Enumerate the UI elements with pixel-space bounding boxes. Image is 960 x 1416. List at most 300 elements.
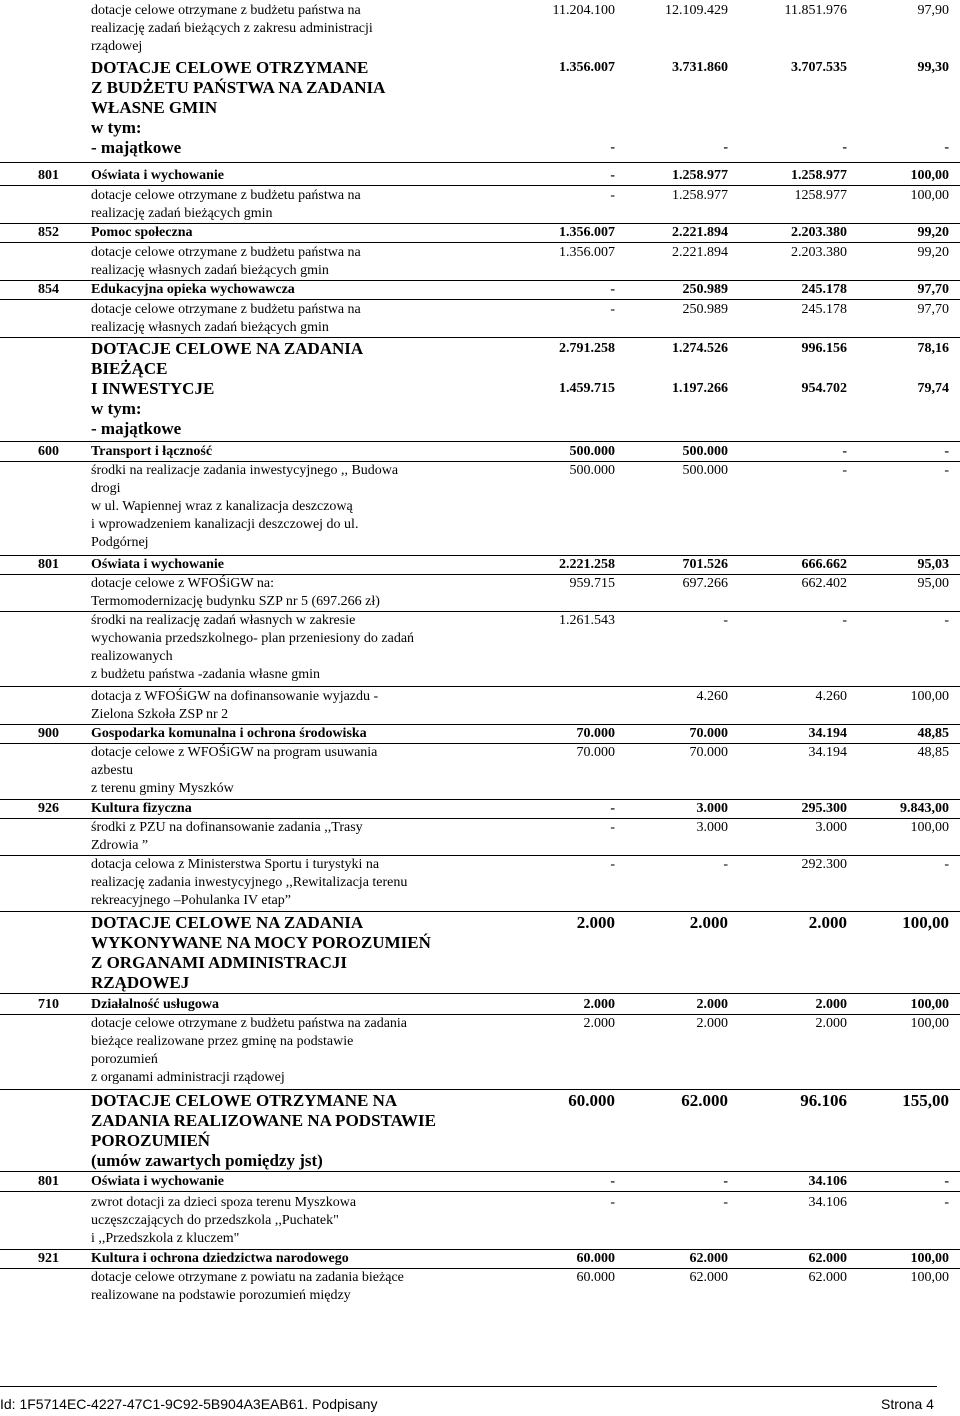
value-line: 96.106 (800, 1091, 847, 1110)
value-line: 996.156 (801, 341, 847, 356)
value-line: 79,74 (917, 381, 949, 396)
value-line: 1.258.977 (672, 188, 728, 203)
execution-value (735, 1173, 847, 1191)
percent-value (852, 1015, 949, 1033)
value-line: 4.260 (696, 689, 728, 704)
description-line: POROZUMIEŃ (91, 1131, 210, 1150)
value-line (510, 688, 615, 706)
value-line (620, 78, 728, 98)
plan-value (510, 281, 615, 299)
value-line: 292.300 (801, 857, 847, 872)
value-line: 1.197.266 (672, 381, 728, 396)
description-line: BIEŻĄCE (91, 359, 168, 378)
description-line: środki na realizację zadań własnych w zakresie (91, 613, 356, 628)
value-line: - (723, 613, 728, 628)
footer-divider (0, 1386, 937, 1387)
table-row (0, 301, 960, 338)
row-description (91, 612, 531, 684)
description-line: w tym: (91, 399, 142, 418)
description-line: realizację zadania inwestycyjnego ,,Rewitalizacja terenu (91, 875, 408, 890)
plan-value (510, 1173, 615, 1191)
description-line: z budżetu państwa -zadania własne gmin (91, 667, 320, 682)
description-line: WYKONYWANE NA MOCY POROZUMIEŃ (91, 933, 431, 952)
description-line: porozumień (91, 1052, 158, 1067)
plan-value (510, 224, 615, 242)
table-row (0, 1194, 960, 1250)
value-line: 97,70 (917, 302, 949, 317)
plan-after-changes-value (620, 725, 728, 743)
description-line: azbestu (91, 763, 133, 778)
percent-value (852, 1250, 949, 1268)
plan-value (510, 725, 615, 743)
percent-value (852, 224, 949, 242)
plan-after-changes-value (620, 556, 728, 574)
description-line: - majątkowe (91, 419, 182, 438)
plan-value (510, 688, 615, 706)
description-line: DOTACJE CELOWE NA ZADANIA (91, 913, 364, 932)
row-description (91, 443, 531, 461)
value-line: 12.109.429 (665, 3, 728, 18)
description-line: realizację zadań bieżących z zakresu administracji (91, 21, 373, 36)
value-line: - (610, 801, 615, 816)
percent-value (852, 744, 949, 762)
description-line: drogi (91, 481, 121, 496)
description-line: realizację własnych zadań bieżących gmin (91, 320, 329, 335)
page-number: Strona 4 (881, 1396, 934, 1412)
value-line: - (610, 1195, 615, 1210)
description-line: RZĄDOWEJ (91, 973, 190, 992)
description-line: DOTACJE CELOWE OTRZYMANE (91, 58, 369, 77)
plan-value (510, 443, 615, 461)
execution-value (735, 1091, 847, 1111)
execution-value (735, 224, 847, 242)
execution-value (735, 339, 847, 399)
execution-value (735, 1194, 847, 1212)
value-line: - (610, 168, 615, 183)
table-row (0, 996, 960, 1015)
value-line: 250.989 (682, 282, 728, 297)
table-row (0, 281, 960, 300)
value-line: - (944, 140, 949, 155)
table-row (0, 800, 960, 819)
description-line: Pomoc społeczna (91, 225, 193, 240)
description-line: dotacje celowe otrzymane z powiatu na zadania bieżące (91, 1270, 404, 1285)
percent-value (852, 996, 949, 1014)
percent-value (852, 688, 949, 706)
description-line: - majątkowe (91, 138, 182, 157)
table-row (0, 224, 960, 243)
row-description (91, 2, 531, 56)
description-line: bieżące realizowane przez gminę na podstawie (91, 1034, 354, 1049)
description-line: Transport i łączność (91, 444, 213, 459)
table-row (0, 856, 960, 912)
execution-value (735, 58, 847, 158)
plan-after-changes-value (620, 800, 728, 818)
plan-value (510, 996, 615, 1014)
plan-value (510, 244, 615, 262)
value-line: 3.707.535 (791, 60, 847, 75)
plan-after-changes-value (620, 281, 728, 299)
percent-value (852, 1194, 949, 1212)
table-row (0, 2, 960, 54)
description-line: dotacja z WFOŚiGW na dofinansowanie wyjazdu - (91, 689, 379, 704)
row-description (91, 575, 531, 611)
value-line (852, 118, 949, 138)
value-line: 2.203.380 (791, 225, 847, 240)
value-line: 70.000 (576, 745, 615, 760)
value-line (735, 78, 847, 98)
plan-after-changes-value (620, 744, 728, 762)
percent-value (852, 1173, 949, 1191)
description-line: Zielona Szkoła ZSP nr 2 (91, 707, 229, 722)
value-line (510, 118, 615, 138)
description-line: Z ORGANAMI ADMINISTRACJI (91, 953, 347, 972)
execution-value (735, 744, 847, 762)
plan-value (510, 339, 615, 399)
plan-after-changes-value (620, 187, 728, 205)
execution-value (735, 2, 847, 20)
plan-value (510, 1194, 615, 1212)
description-line: Oświata i wychowanie (91, 1174, 224, 1189)
description-line: Termomodernizację budynku SZP nr 5 (697.266 zł) (91, 594, 380, 609)
section-code: 710 (38, 997, 59, 1012)
plan-value (510, 819, 615, 837)
percent-value (852, 556, 949, 574)
plan-after-changes-value (620, 1250, 728, 1268)
value-line (510, 78, 615, 98)
description-line: Oświata i wychowanie (91, 557, 224, 572)
value-line: 2.791.258 (559, 341, 615, 356)
plan-after-changes-value (620, 1173, 728, 1191)
plan-after-changes-value (620, 575, 728, 593)
value-line: 3.000 (696, 801, 728, 816)
value-line: 34.106 (808, 1174, 847, 1189)
section-code: 801 (38, 168, 59, 183)
plan-value (510, 1269, 615, 1287)
row-description (91, 819, 531, 855)
value-line: - (610, 302, 615, 317)
value-line: 1.261.543 (559, 613, 615, 628)
value-line: 2.000 (576, 913, 615, 932)
value-line: 662.402 (801, 576, 847, 591)
value-line: 959.715 (569, 576, 615, 591)
value-line (620, 118, 728, 138)
percent-value (852, 187, 949, 205)
execution-value (735, 1015, 847, 1033)
section-code: 900 (38, 726, 59, 741)
row-description (91, 744, 531, 798)
value-line: 500.000 (569, 444, 615, 459)
plan-after-changes-value (620, 1015, 728, 1033)
description-line: realizowanych (91, 649, 173, 664)
value-line: - (842, 444, 847, 459)
row-description (91, 224, 531, 242)
value-line: 70.000 (689, 745, 728, 760)
description-line: WŁASNE GMIN (91, 98, 218, 117)
row-description (91, 556, 531, 574)
value-line: 245.178 (801, 302, 847, 317)
value-line: 11.851.976 (784, 3, 847, 18)
value-line: 697.266 (682, 576, 728, 591)
value-line: 99,20 (917, 225, 949, 240)
value-line: 97,70 (917, 282, 949, 297)
row-description (91, 301, 531, 337)
description-line: Z BUDŻETU PAŃSTWA NA ZADANIA (91, 78, 386, 97)
description-line: realizację własnych zadań bieżących gmin (91, 263, 329, 278)
percent-value (852, 575, 949, 593)
plan-after-changes-value (620, 1269, 728, 1287)
plan-value (510, 2, 615, 20)
value-line: 701.526 (682, 557, 728, 572)
percent-value (852, 1091, 949, 1111)
value-line: 100,00 (910, 820, 949, 835)
value-line: 2.221.894 (672, 245, 728, 260)
execution-value (735, 556, 847, 574)
value-line: 2.000 (808, 913, 847, 932)
percent-value (852, 58, 949, 158)
description-line: Podgórnej (91, 535, 149, 550)
table-row (0, 1015, 960, 1090)
execution-value (735, 856, 847, 874)
description-line: rekreacyjnego –Pohulanka IV etap” (91, 893, 291, 908)
description-line: dotacje celowe otrzymane z budżetu państwa na (91, 3, 361, 18)
execution-value (735, 575, 847, 593)
percent-value (852, 462, 949, 480)
percent-value (852, 819, 949, 837)
table-row (0, 462, 960, 556)
row-description (91, 1269, 531, 1305)
table-row (0, 58, 960, 163)
section-code: 926 (38, 801, 59, 816)
value-line: 100,00 (902, 913, 949, 932)
description-line: dotacje celowe z WFOŚiGW na program usuwania (91, 745, 378, 760)
value-line: - (944, 463, 949, 478)
value-line: - (610, 188, 615, 203)
execution-value (735, 913, 847, 933)
table-row (0, 1173, 960, 1192)
value-line: 34.194 (808, 745, 847, 760)
table-row (0, 187, 960, 224)
document-id: Id: 1F5714EC-4227-47C1-9C92-5B904A3EAB61. Podpisany (0, 1396, 378, 1412)
table-row (0, 1250, 960, 1269)
row-description (91, 1015, 531, 1087)
plan-after-changes-value (620, 58, 728, 158)
value-line: 60.000 (576, 1270, 615, 1285)
description-line: dotacje celowe otrzymane z budżetu państwa na zadania (91, 1016, 408, 1031)
value-line: - (610, 1174, 615, 1189)
description-line: dotacje celowe z WFOŚiGW na: (91, 576, 274, 591)
value-line: 11.204.100 (552, 3, 615, 18)
description-line: realizowane na podstawie porozumień między (91, 1288, 351, 1303)
section-code: 801 (38, 1174, 59, 1189)
row-description (91, 281, 531, 299)
value-line: 100,00 (910, 168, 949, 183)
value-line: 2.000 (815, 1016, 847, 1031)
description-line: rządowej (91, 39, 143, 54)
plan-value (510, 1091, 615, 1111)
value-line: 95,00 (917, 576, 949, 591)
value-line: 100,00 (910, 1251, 949, 1266)
execution-value (735, 301, 847, 319)
row-description (91, 1194, 531, 1248)
plan-value (510, 1015, 615, 1033)
description-line: Oświata i wychowanie (91, 168, 224, 183)
row-description (91, 688, 531, 724)
table-row (0, 819, 960, 856)
value-line: 954.702 (801, 381, 847, 396)
execution-value (735, 819, 847, 837)
row-description (91, 339, 531, 439)
value-line: 70.000 (689, 726, 728, 741)
description-line: Kultura fizyczna (91, 801, 192, 816)
description-line: i wprowadzeniem kanalizacji deszczowej do ul. (91, 517, 359, 532)
value-line: - (610, 140, 615, 155)
value-line: 500.000 (682, 463, 728, 478)
plan-value (510, 556, 615, 574)
execution-value (735, 281, 847, 299)
table-row (0, 443, 960, 462)
value-line: - (842, 140, 847, 155)
value-line: 99,20 (917, 245, 949, 260)
value-line: 2.203.380 (791, 245, 847, 260)
description-line: Działalność usługowa (91, 997, 219, 1012)
value-line: 34.106 (808, 1195, 847, 1210)
execution-value (735, 800, 847, 818)
table-row (0, 339, 960, 442)
percent-value (852, 443, 949, 461)
section-code: 921 (38, 1251, 59, 1266)
value-line: 1.258.977 (672, 168, 728, 183)
value-line: 1.274.526 (672, 341, 728, 356)
row-description (91, 725, 531, 743)
value-line: - (723, 857, 728, 872)
plan-value (510, 913, 615, 933)
value-line: - (610, 282, 615, 297)
percent-value (852, 281, 949, 299)
value-line: 1.356.007 (559, 225, 615, 240)
value-line: 100,00 (910, 188, 949, 203)
value-line: 100,00 (910, 1016, 949, 1031)
value-line: 78,16 (917, 341, 949, 356)
row-description (91, 996, 531, 1014)
percent-value (852, 339, 949, 399)
value-line (510, 359, 615, 379)
description-line: dotacje celowe otrzymane z budżetu państwa na (91, 245, 361, 260)
execution-value (735, 725, 847, 743)
row-description (91, 1173, 531, 1191)
percent-value (852, 244, 949, 262)
value-line: - (723, 1195, 728, 1210)
percent-value (852, 2, 949, 20)
value-line: 99,30 (917, 60, 949, 75)
plan-after-changes-value (620, 301, 728, 319)
value-line: 62.000 (681, 1091, 728, 1110)
row-description (91, 58, 531, 158)
value-line: 2.000 (696, 997, 728, 1012)
execution-value (735, 1269, 847, 1287)
value-line: 48,85 (917, 726, 949, 741)
value-line: 500.000 (569, 463, 615, 478)
plan-value (510, 1250, 615, 1268)
plan-after-changes-value (620, 244, 728, 262)
plan-after-changes-value (620, 339, 728, 399)
execution-value (735, 244, 847, 262)
percent-value (852, 612, 949, 630)
value-line: - (610, 857, 615, 872)
plan-after-changes-value (620, 443, 728, 461)
plan-value (510, 575, 615, 593)
value-line: - (944, 444, 949, 459)
value-line (852, 98, 949, 118)
description-line: wychowania przedszkolnego- plan przeniesiony do zadań (91, 631, 415, 646)
plan-value (510, 187, 615, 205)
value-line: 1.258.977 (791, 168, 847, 183)
plan-after-changes-value (620, 462, 728, 480)
value-line: 4.260 (815, 689, 847, 704)
table-row (0, 913, 960, 994)
section-code: 854 (38, 282, 59, 297)
plan-value (510, 167, 615, 185)
percent-value (852, 1269, 949, 1287)
value-line: 2.000 (583, 997, 615, 1012)
percent-value (852, 856, 949, 874)
description-line: realizację zadań bieżących gmin (91, 206, 273, 221)
percent-value (852, 913, 949, 933)
execution-value (735, 996, 847, 1014)
plan-value (510, 744, 615, 762)
description-line: ZADANIA REALIZOWANE NA PODSTAWIE (91, 1111, 436, 1130)
execution-value (735, 167, 847, 185)
plan-value (510, 612, 615, 630)
value-line: 62.000 (808, 1270, 847, 1285)
row-description (91, 187, 531, 223)
value-line: 62.000 (808, 1251, 847, 1266)
value-line (735, 118, 847, 138)
description-line: zwrot dotacji za dzieci spoza terenu Myszkowa (91, 1195, 357, 1210)
percent-value (852, 167, 949, 185)
value-line: 34.194 (808, 726, 847, 741)
value-line (735, 98, 847, 118)
value-line: - (610, 820, 615, 835)
value-line: 2.000 (583, 1016, 615, 1031)
value-line: 60.000 (568, 1091, 615, 1110)
row-description (91, 1091, 531, 1171)
plan-after-changes-value (620, 819, 728, 837)
description-line: Edukacyjna opieka wychowawcza (91, 282, 295, 297)
value-line: 9.843,00 (900, 801, 949, 816)
value-line: - (944, 613, 949, 628)
description-line: I INWESTYCJE (91, 379, 215, 398)
description-line: Zdrowia ” (91, 838, 149, 853)
description-line: w tym: (91, 118, 142, 137)
description-line: uczęszczających do przedszkola ,,Puchatek" (91, 1213, 339, 1228)
description-line: z organami administracji rządowej (91, 1070, 285, 1085)
value-line: - (723, 1174, 728, 1189)
execution-value (735, 443, 847, 461)
value-line: 250.989 (682, 302, 728, 317)
value-line: 60.000 (576, 1251, 615, 1266)
plan-after-changes-value (620, 1194, 728, 1212)
plan-value (510, 58, 615, 158)
plan-value (510, 301, 615, 319)
plan-after-changes-value (620, 996, 728, 1014)
row-description (91, 462, 531, 552)
description-line: środki na realizacje zadania inwestycyjnego ,, Budowa (91, 463, 399, 478)
value-line: 2.221.258 (559, 557, 615, 572)
plan-after-changes-value (620, 688, 728, 706)
section-code: 801 (38, 557, 59, 572)
plan-value (510, 800, 615, 818)
